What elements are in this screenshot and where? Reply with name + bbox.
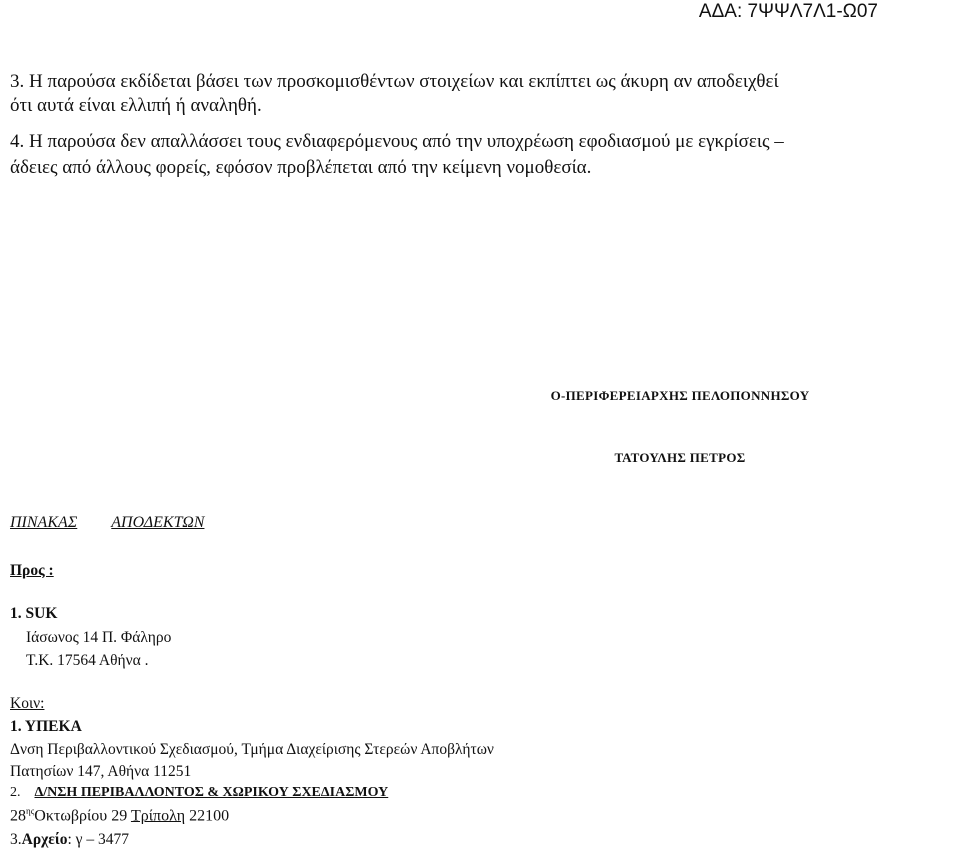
cc-item-2-address-num: 28 (10, 807, 26, 825)
recipients-title-word-1: ΠΙΝΑΚΑΣ (10, 514, 78, 531)
cc-item-2-address-street: Οκτωβρίου 29 (34, 807, 128, 825)
paragraph-3-line-2: ότι αυτά είναι ελλιπή ή αναληθή. (10, 95, 262, 116)
cc-item-2-address (10, 806, 229, 825)
ada-code: ΑΔΑ: 7ΨΨΛ7Λ1-Ω07 (698, 1, 878, 22)
cc-item-2-num: 2. (10, 785, 21, 800)
cc-item-2-address-sup: ης (26, 806, 35, 816)
cc-label: Κοιν: (10, 695, 45, 712)
signatory-name: ΤΑΤΟΥΛΗΣ ΠΕΤΡΟΣ (614, 450, 746, 465)
paragraph-3-line-1: 3. Η παρούσα εκδίδεται βάσει των προσκομισθέντων στοιχείων και εκπίπτει ως άκυρη αν αποδειχθεί (10, 71, 779, 92)
to-item-1-postcode: Τ.Κ. 17564 Αθήνα . (26, 652, 149, 669)
to-label: Προς : (10, 562, 54, 579)
cc-item-3-num: 3. (10, 831, 22, 848)
cc-item-2-label: Δ/ΝΣΗ ΠΕΡΙΒΑΛΛΟΝΤΟΣ & ΧΩΡΙΚΟΥ ΣΧΕΔΙΑΣΜΟΥ (34, 785, 389, 800)
cc-item-1-label: 1. ΥΠΕΚΑ (10, 718, 82, 735)
cc-item-2 (10, 785, 388, 801)
recipients-table-title (10, 514, 204, 532)
cc-item-2-address-city: Τρίπολη (130, 807, 186, 825)
cc-item-1-address: Πατησίων 147, Αθήνα 11251 (10, 763, 192, 780)
to-item-1-address: Ιάσωνος 14 Π. Φάληρο (26, 629, 172, 646)
cc-item-3-label: Αρχείο (21, 831, 68, 848)
cc-item-1-dept: Δνση Περιβαλλοντικού Σχεδιασμού, Τμήμα Διαχείρισης Στερεών Αποβλήτων (10, 741, 494, 758)
paragraph-4-line-2: άδειες από άλλους φορείς, εφόσον προβλέπεται από την κείμενη νομοθεσία. (10, 157, 592, 178)
recipients-title-word-2: ΑΠΟΔΕΚΤΩΝ (111, 514, 205, 531)
cc-item-3-value: : γ – 3477 (67, 831, 129, 848)
cc-item-3 (10, 831, 129, 849)
signatory-role: Ο-ΠΕΡΙΦΕΡΕΙΑΡΧΗΣ ΠΕΛΟΠΟΝΝΗΣΟΥ (550, 388, 810, 403)
to-item-1-label: 1. SUK (10, 605, 58, 622)
cc-item-2-address-postcode: 22100 (189, 807, 230, 825)
paragraph-4-line-1: 4. Η παρούσα δεν απαλλάσσει τους ενδιαφερόμενους από την υποχρέωση εφοδιασμού με εγκρίσεις – (10, 131, 784, 152)
